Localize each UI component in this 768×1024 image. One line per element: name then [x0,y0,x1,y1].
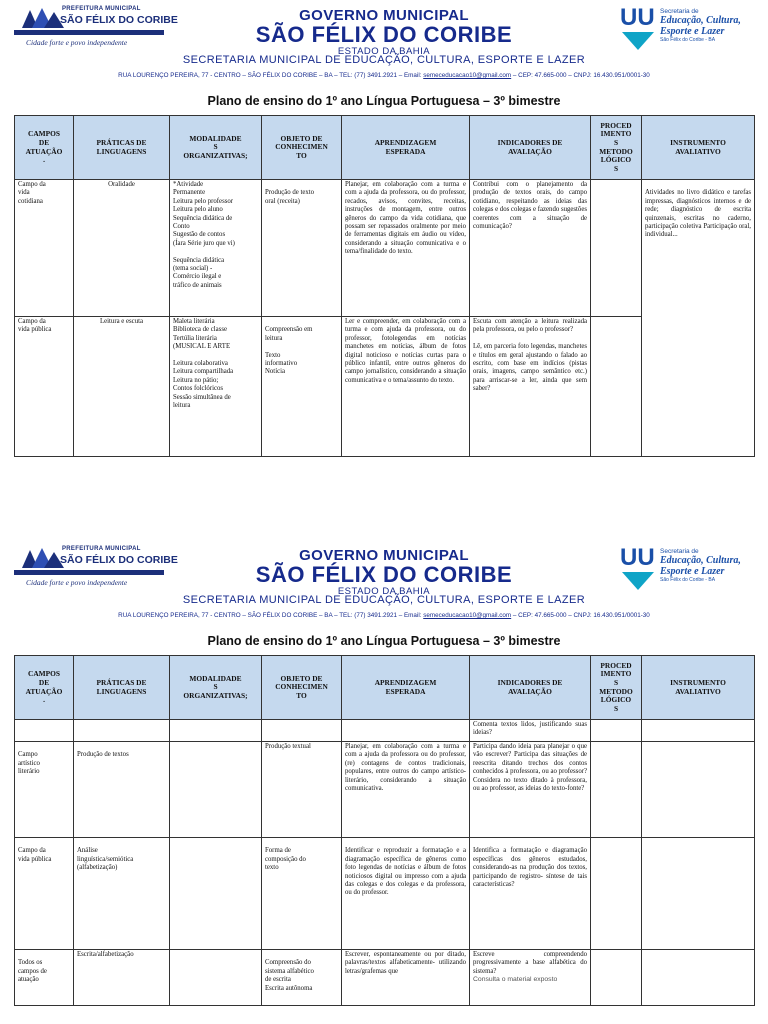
col-objeto: OBJETO DE CONHECIMEN TO [262,656,342,720]
table-row [15,720,755,742]
logo-line-1: Secretaria de [660,8,699,15]
triangle-icon [622,32,654,50]
state-label: ESTADO DA BAHIA [337,46,431,57]
cell-objeto: Forma de composição do texto [262,838,342,950]
logo-line-1: Secretaria de [660,548,699,555]
address-line [0,612,768,619]
cell-campo: Campo artístico literário [15,742,74,838]
cell-instrumento [642,838,755,950]
cell-indicadores: Escuta com atenção a leitura realizada pela professora, ou pelo o professor? Lê, em parceria foto legendas, manchetes e títulos em geral ajustando o falado ao escrito, com base em indícios (pistas orais, imagens, campo semântico etc.) para arriscar-se a ler, ainda que sem saber? [470,317,591,457]
cell-instrumento: Atividades no livro didático e tarefas impressas, diagnósticos internos e de rede; diagnóstico de escrita quinzenais, escritas no caderno, participação coletiva Participação oral, individual... [642,180,755,457]
email-link[interactable]: semeceducacao10@gmail.com [423,72,512,79]
cell-procedimentos [591,720,642,742]
col-campos: CAMPOS DE ATUAÇÃO . [15,656,74,720]
logo-line-4: São Félix do Coribe - BA [660,37,716,43]
gov-title: GOVERNO MUNICIPAL [299,547,469,564]
document-page-1 [0,0,768,472]
cell-pratica [74,720,170,742]
prefeitura-label: PREFEITURA MUNICIPAL [62,546,141,552]
address-text: RUA LOURENÇO PEREIRA, 77 - CENTRO – SÃO FÉLIX DO CORIBE – BA – TEL: (77) 3491.2921 – Email: [118,612,424,619]
email-link[interactable]: semeceducacao10@gmail.com [423,612,512,619]
cell-pratica: Leitura e escuta [74,317,170,457]
document-title: Plano de ensino do 1º ano Língua Portuguesa – 3º bimestre [207,634,561,648]
cell-procedimentos [591,317,642,457]
col-praticas: PRÁTICAS DE LINGUAGENS [74,656,170,720]
cell-pratica: Oralidade [74,180,170,317]
letterhead [0,540,768,630]
cell-campo: Todos os campos de atuação [15,950,74,1006]
secretaria-logo [620,6,760,52]
cell-aprendizagem: Identificar e reproduzir a formatação e a diagramação específica de gêneros como foto legendas de notícias e álbum de fotos noticiosos digital ou impresso com a ajuda das colegas e dos colegas e da professora, ou do professor. [342,838,470,950]
col-campos: CAMPOS DE ATUAÇÃO . [15,116,74,180]
cell-modalidades [170,838,262,950]
table-row [15,180,755,317]
cell-procedimentos [591,838,642,950]
logo-line-2-3 [660,15,741,37]
cell-objeto: Compreensão em leitura Texto informativo Notícia [262,317,342,457]
state-label: ESTADO DA BAHIA [337,586,431,597]
cell-pratica: Escrita/alfabetização [74,950,170,1006]
slogan: Cidade forte e povo independente [26,578,128,587]
page-gap [0,472,768,540]
city-title: SÃO FÉLIX DO CORIBE [255,22,513,47]
secretaria-title: SECRETARIA MUNICIPAL DE EDUCAÇÃO, CULTURA, ESPORTE E LAZER [182,594,586,606]
triangle-icon [622,572,654,590]
cell-objeto: Compreensão do sistema alfabético de escrita Escrita autônoma [262,950,342,1006]
cell-instrumento [642,720,755,742]
address-cep: – CEP: 47.665-000 – CNPJ: 16.430.951/0001-30 [511,612,650,619]
cell-campo: Campo da vida pública [15,838,74,950]
cell-objeto [262,720,342,742]
cell-procedimentos [591,180,642,317]
prefeitura-label: PREFEITURA MUNICIPAL [62,6,141,12]
logo-line-2: Educação, Cultura, [660,15,741,26]
plan-table-2 [14,655,755,1006]
address-line [0,72,768,79]
logo-line-4: São Félix do Coribe - BA [660,577,716,583]
cell-indicadores: Identifica a formatação e diagramação específicas dos gêneros estudados, considerando-as na produção dos textos, participando de registro- síntese de tais características? [470,838,591,950]
cell-procedimentos [591,742,642,838]
cell-instrumento [642,950,755,1006]
table-row [15,950,755,1006]
logo-line-3: Esporte e Lazer [660,26,725,37]
cell-aprendizagem [342,720,470,742]
col-objeto: OBJETO DE CONHECIMEN TO [262,116,342,180]
cell-modalidades [170,742,262,838]
col-procedimentos: PROCED IMENTO S METODO LÓGICO S [591,656,642,720]
logo-line-2: Educação, Cultura, [660,555,741,566]
col-aprendizagem: APRENDIZAGEM ESPERADA [342,656,470,720]
cell-modalidades [170,720,262,742]
prefeitura-city: SÃO FÉLIX DO CORIBE [60,554,178,566]
col-modalidades: MODALIDADE S ORGANIZATIVAS; [170,656,262,720]
cell-aprendizagem: Ler e compreender, em colaboração com a turma e com ajuda da professora, ou do professor, fotolegendas em notícias manchetes em notícias, álbum de fotos digital noticioso e notícias curtas para o público infantil, entre outros gêneros do campo jornalístico, considerando a situação comunicativa e o tema/assunto do texto. [342,317,470,457]
cell-aprendizagem: Planejar, em colaboração com a turma e com a ajuda da professora ou do professor, (re) contagens de contos tradicionais, populares, entre outros do campo artístico-literário, considerando a situação comunicativa. [342,742,470,838]
col-instrumento: INSTRUMENTO AVALIATIVO [642,116,755,180]
letterhead [0,0,768,90]
secretaria-title: SECRETARIA MUNICIPAL DE EDUCAÇÃO, CULTURA, ESPORTE E LAZER [182,54,586,66]
logo-line-2-3 [660,555,741,577]
cell-modalidades: Maleta literária Biblioteca de classe Tertúlia literária (MUSICAL E ARTE Leitura colaborativa Leitura compartilhada Leitura no pátio; Contos folclóricos Sessão simultânea de leitura [170,317,262,457]
header-row [15,656,755,720]
col-indicadores: INDICADORES DE AVALIAÇÃO [470,656,591,720]
cell-indicadores: Escreve compreendendo progressivamente a base alfabética do sistema? Consulta o material exposto [470,950,591,1006]
col-indicadores: INDICADORES DE AVALIAÇÃO [470,116,591,180]
cell-campo: Campo da vida pública [15,317,74,457]
address-text: RUA LOURENÇO PEREIRA, 77 - CENTRO – SÃO FÉLIX DO CORIBE – BA – TEL: (77) 3491.2921 – Email: [118,72,424,79]
city-title: SÃO FÉLIX DO CORIBE [255,562,513,587]
col-procedimentos: PROCED IMENTO S METODO LÓGICO S [591,116,642,180]
cell-procedimentos [591,950,642,1006]
cell-aprendizagem: Escrever, espontaneamente ou por ditado, palavras/textos alfabeticamente- utilizando letras/grafemas que [342,950,470,1006]
cell-campo [15,720,74,742]
cell-instrumento [642,742,755,838]
cell-modalidades: *Atividade Permanente Leitura pelo professor Leitura pelo aluno Sequência didática de Conto Sugestão de contos (Íara Série juro que vi) Sequência didática (tema social) - Comércio ilegal e tráfico de animais [170,180,262,317]
document-page-2 [0,540,768,1012]
col-modalidades: MODALIDADE S ORGANIZATIVAS; [170,116,262,180]
col-aprendizagem: APRENDIZAGEM ESPERADA [342,116,470,180]
col-instrumento: INSTRUMENTO AVALIATIVO [642,656,755,720]
address-cep: – CEP: 47.665-000 – CNPJ: 16.430.951/0001-30 [511,72,650,79]
document-title: Plano de ensino do 1º ano Língua Portuguesa – 3º bimestre [207,94,561,108]
cell-indicadores: Participa dando ideia para planejar o que vão escrever? Participa das situações de reescrita ditando trechos dos contos conhecidos à professora, ou ao professor? Considera no texto ditado à professora, ou ao professor, as ideias do texto-fonte? [470,742,591,838]
cell-objeto: Produção textual [262,742,342,838]
uu-mark: UU [620,544,655,571]
cell-objeto: Produção de texto oral (receita) [262,180,342,317]
cell-modalidades [170,950,262,1006]
plan-table-1 [14,115,755,457]
cell-indicadores: Comenta textos lidos, justificando suas ideias? [470,720,591,742]
table-row [15,838,755,950]
table-row [15,742,755,838]
gov-title: GOVERNO MUNICIPAL [299,7,469,24]
header-row [15,116,755,180]
prefeitura-city: SÃO FÉLIX DO CORIBE [60,14,178,26]
col-praticas: PRÁTICAS DE LINGUAGENS [74,116,170,180]
logo-line-3: Esporte e Lazer [660,566,725,577]
secretaria-logo [620,546,760,592]
uu-mark: UU [620,4,655,31]
cell-aprendizagem: Planejar, em colaboração com a turma e com a ajuda da professora, ou do professor, recados, avisos, convites, receitas, instruções de montagem, entre outros gêneros do campo da vida cotidiana, que possam ser repassados oralmente por meio de ferramentas digitais em áudio ou vídeo, considerando a situação comunicativa e o tema/finalidade do texto. [342,180,470,317]
cell-pratica: Produção de textos [74,742,170,838]
cell-indicadores: Contribui com o planejamento da produção de textos orais, do campo cotidiano, respeitando as ideias das colegas e dos colegas e fazendo sugestões coerentes com a situação de comunicação? [470,180,591,317]
cell-pratica: Análise linguística/semiótica (alfabetização) [74,838,170,950]
cell-campo: Campo da vida cotidiana [15,180,74,317]
slogan: Cidade forte e povo independente [26,38,128,47]
